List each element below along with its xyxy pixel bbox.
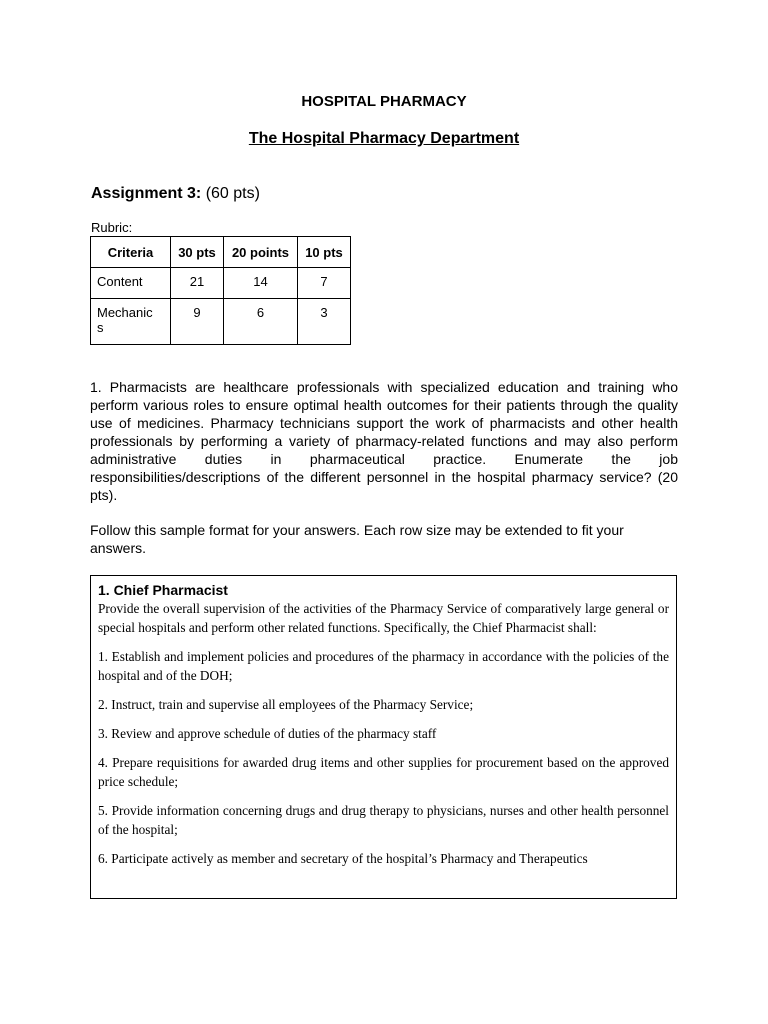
rubric-header-criteria: Criteria xyxy=(91,237,171,268)
page-title: HOSPITAL PHARMACY xyxy=(301,93,467,110)
sample-answer-box xyxy=(90,575,677,899)
rubric-header-10: 10 pts xyxy=(298,237,351,268)
duty-item: 4. Prepare requisitions for awarded drug items and other supplies for procurement based on the approved price schedule; xyxy=(98,755,669,789)
rubric-cell-value: 7 xyxy=(298,268,351,299)
rubric-row-content xyxy=(91,268,351,299)
rubric-label: Rubric: xyxy=(91,220,133,235)
role-title: 1. Chief Pharmacist xyxy=(98,582,228,598)
rubric-header-20: 20 points xyxy=(224,237,298,268)
rubric-mechanics-label: Mechanics xyxy=(97,305,153,335)
rubric-cell-value: 3 xyxy=(298,299,351,345)
rubric-header-30: 30 pts xyxy=(171,237,224,268)
role-intro: Provide the overall supervision of the activities of the Pharmacy Service of comparatively large general or special hospitals and perform other related functions. Specifically, the Chief Pharmacist shall: xyxy=(98,601,669,635)
rubric-row-mechanics xyxy=(91,299,351,345)
rubric-cell-value: 14 xyxy=(224,268,298,299)
assignment-heading xyxy=(91,185,260,203)
duty-item: 3. Review and approve schedule of duties of the pharmacy staff xyxy=(98,726,437,741)
assignment-label: Assignment 3: xyxy=(91,185,202,202)
rubric-cell-value: 9 xyxy=(171,299,224,345)
assignment-points: (60 pts) xyxy=(205,185,260,202)
duty-item: 6. Participate actively as member and secretary of the hospital’s Pharmacy and Therapeutics xyxy=(98,851,588,866)
rubric-cell-value: 6 xyxy=(224,299,298,345)
duty-item: 2. Instruct, train and supervise all employees of the Pharmacy Service; xyxy=(98,697,474,712)
rubric-cell-criteria xyxy=(91,299,171,345)
rubric-cell-value: 21 xyxy=(171,268,224,299)
page-subtitle: The Hospital Pharmacy Department xyxy=(248,130,520,147)
rubric-header-row xyxy=(91,237,351,268)
rubric-table xyxy=(90,236,351,345)
question-1: 1. Pharmacists are healthcare professionals with specialized education and training who perform various roles to ensure optimal health outcomes for their patients through the quality use of medicines. Pharmacy technicians support the work of pharmacists and other health professionals by performing a variety of pharmacy-related functions and may also perform administrative duties in pharmaceutical practice. Enumerate the job responsibilities/descriptions of the different personnel in the hospital pharmacy service? (20 pts). xyxy=(90,379,678,503)
duty-item: 5. Provide information concerning drugs and drug therapy to physicians, nurses and other health personnel of the hospital; xyxy=(98,803,669,837)
duty-item: 1. Establish and implement policies and procedures of the pharmacy in accordance with the policies of the hospital and of the DOH; xyxy=(98,649,669,683)
rubric-cell-criteria: Content xyxy=(91,268,171,299)
answer-instruction: Follow this sample format for your answers. Each row size may be extended to fit your answers. xyxy=(90,522,624,556)
